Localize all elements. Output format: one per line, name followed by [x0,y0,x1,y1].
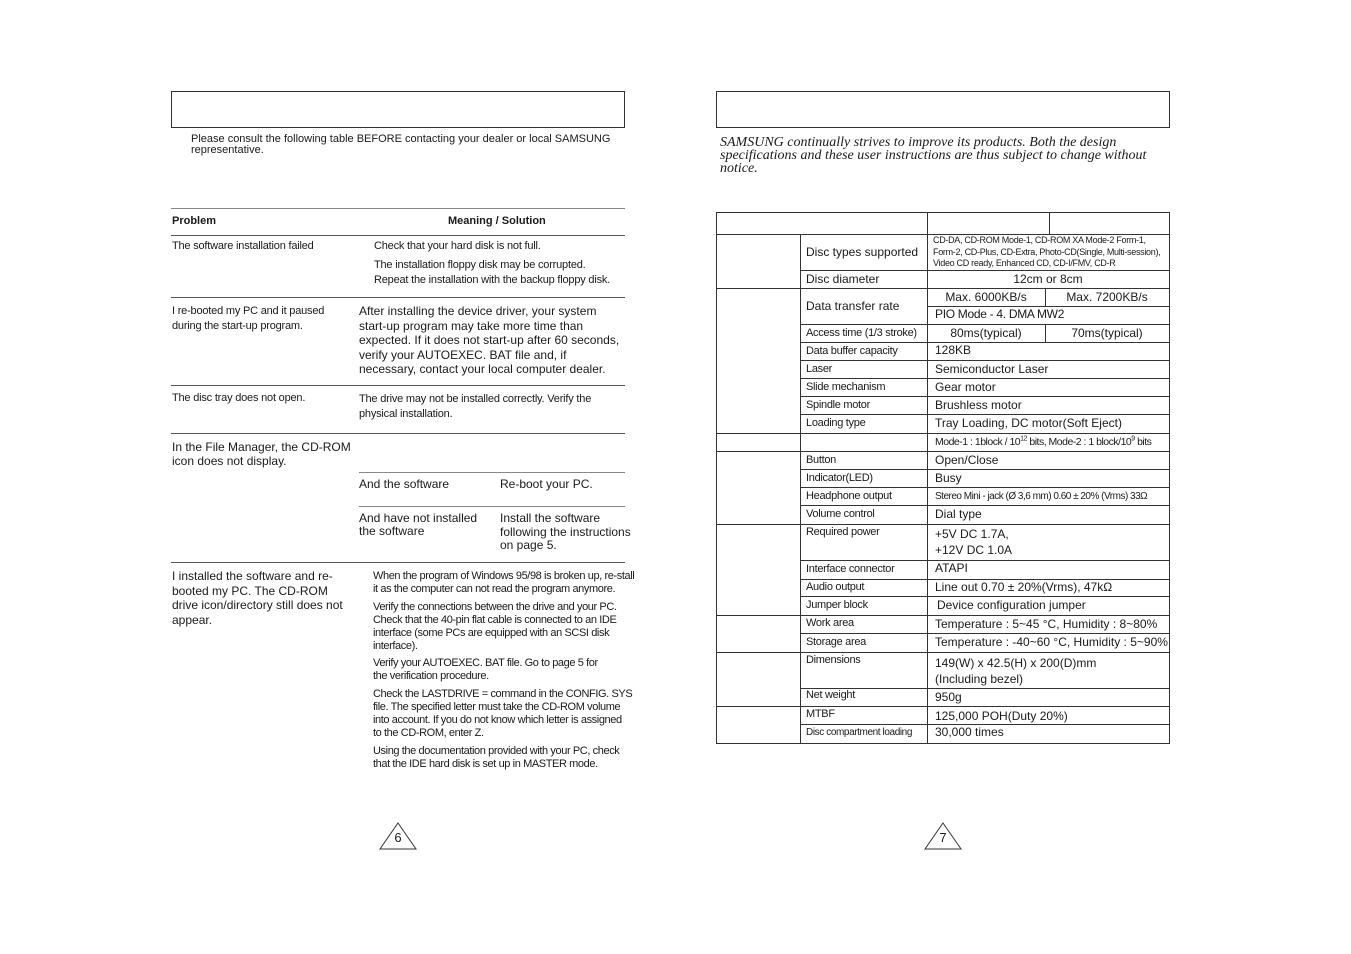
row2-solution: After installing the device driver, your system start-up program may take more time than expected. If it does not start-up after 60 seconds, verify your AUTOEXEC. BAT file and, if necessary, contact your local computer dealer. [359,304,620,376]
spec-access-time-a: 80ms(typical) [950,326,1022,340]
spec-weight-label: Net weight [806,689,855,701]
specifications-table [716,212,1170,744]
spec-interface-value: ATAPI [935,561,968,575]
spec-loading-value: Tray Loading, DC motor(Soft Eject) [935,416,1122,430]
spec-dimensions-label: Dimensions [806,654,861,666]
row2-problem: I re-booted my PC and it paused during the start-up program. [172,305,325,332]
row3-problem: The disc tray does not open. [172,392,306,404]
row4-rule [171,562,625,563]
spec-dimensions-value: 149(W) x 42.5(H) x 200(D)mm (Including bezel) [935,656,1097,686]
spec-storage-area-value: Temperature : -40~60 °C, Humidity : 5~90% [935,635,1168,649]
spec-headphone-value: Stereo Mini - jack (Ø 3,6 mm) 0.60 ± 20% (Vrms) 33Ω [935,491,1148,502]
spec-button-label: Button [806,454,837,466]
right-title-box [716,91,1170,128]
row5-solution-3: Verify your AUTOEXEC. BAT file. Go to page 5 for the verification procedure. [373,657,598,682]
spec-disc-types-value: CD-DA, CD-ROM Mode-1, CD-ROM XA Mode-2 Form-1, Form-2, CD-Plus, CD-Extra, Photo-CD(Single, Multi-session), Video CD ready, Enhanced CD, CD-I/FMV, CD-R [933,235,1161,268]
spec-weight-value: 950g [935,690,962,704]
spec-slide-value: Gear motor [935,380,996,394]
row5-solution-2: Verify the connections between the drive and your PC. Check that the 40-pin flat cable is connected to an IDE interface (some PCs are equipped with an SCSI disk interface). [373,601,617,652]
spec-buffer-value: 128KB [935,343,972,357]
spec-indicator-label: Indicator(LED) [806,472,873,484]
spec-storage-area-label: Storage area [806,636,866,648]
header-problem: Problem [172,215,217,227]
troubleshooting-intro: Please consult the following table BEFORE contacting your dealer or local SAMSUNG representative. [191,133,611,156]
spec-slide-label: Slide mechanism [806,381,886,393]
spec-button-value: Open/Close [935,453,999,467]
spec-loading-cycles-label: Disc compartment loading [806,727,913,738]
spec-indicator-value: Busy [935,471,962,485]
spec-power-label: Required power [806,526,880,538]
spec-headphone-label: Headphone output [806,490,892,502]
header-solution: Meaning / Solution [448,215,546,227]
spec-data-transfer-label: Data transfer rate [806,299,900,313]
row1-solution-1: Check that your hard disk is not full. [374,240,541,252]
spec-jumper-label: Jumper block [806,599,868,611]
spec-data-transfer-b: Max. 7200KB/s [1066,290,1148,304]
spec-data-transfer-a: Max. 6000KB/s [945,290,1027,304]
spec-loading-label: Loading type [806,417,866,429]
page-number-6: 6 [394,830,402,845]
spec-disc-diameter-label: Disc diameter [806,272,880,286]
row1-solution-3: Repeat the installation with the backup floppy disk. [374,274,611,286]
spec-buffer-label: Data buffer capacity [806,345,898,357]
row4-condition-a: And the software [359,477,450,491]
spec-laser-label: Laser [806,363,833,375]
spec-disc-diameter-value: 12cm or 8cm [1013,272,1083,286]
row3-rule [171,433,625,434]
spec-spindle-value: Brushless motor [935,398,1022,412]
spec-audio-value: Line out 0.70 ± 20%(Vrms), 47kΩ [935,580,1113,594]
row2-rule [171,385,625,386]
specifications-notice: SAMSUNG continually strives to improve its products. Both the design specifications and these user instructions are thus subject to change without notice. [720,135,1147,176]
row5-solution-1: When the program of Windows 95/98 is broken up, re-stall it as the computer can not read the program anymore. [373,570,635,595]
spec-error-rate-value: Mode-1 : 1block / $10^{12}$ bits, Mode-2 : 1 block/$10^9$ bits [935,435,1152,448]
spec-work-area-value: Temperature : 5~45 °C, Humidity : 8~80% [935,617,1158,631]
row4-problem: In the File Manager, the CD-ROM icon does not display. [172,440,351,468]
table-top-rule [171,208,625,209]
spec-volume-label: Volume control [806,508,875,520]
spec-laser-value: Semiconductor Laser [935,362,1049,376]
spec-audio-label: Audio output [806,581,865,593]
spec-pio-mode: PIO Mode - 4. DMA MW2 [935,307,1065,321]
row4-sub-rule-2 [359,506,625,507]
row3-solution: The drive may not be installed correctly. Verify the physical installation. [359,393,592,420]
row1-solution-2: The installation floppy disk may be corrupted. [374,259,586,271]
row5-solution-4: Check the LASTDRIVE = command in the CONFIG. SYS file. The specified letter must take the CD-ROM volume into account. If you do not know which letter is assigned to the CD-ROM, enter Z. [373,688,633,739]
left-title-box [171,91,625,128]
spec-interface-label: Interface connector [806,563,895,575]
row4-solution-b: Install the software following the instructions on page 5. [500,511,631,552]
row5-solution-5: Using the documentation provided with your PC, check that the IDE hard disk is set up in MASTER mode. [373,745,620,770]
spec-jumper-value: Device configuration jumper [937,598,1086,612]
spec-power-value: +5V DC 1.7A, +12V DC 1.0A [935,527,1013,557]
header-rule [171,235,625,236]
spec-volume-value: Dial type [935,507,982,521]
spec-mtbf-label: MTBF [806,708,835,720]
row4-sub-rule-1 [359,472,625,473]
spec-access-time-b: 70ms(typical) [1071,326,1143,340]
row4-condition-b: And have not installed the software [359,511,478,538]
spec-disc-types-label: Disc types supported [806,245,919,259]
row1-problem: The software installation failed [172,240,314,252]
spec-loading-cycles-value: 30,000 times [935,725,1004,739]
spec-access-time-label: Access time (1/3 stroke) [806,327,917,339]
spec-spindle-label: Spindle motor [806,399,870,411]
page-number-7: 7 [939,830,947,845]
spec-mtbf-value: 125,000 POH(Duty 20%) [935,709,1068,723]
row4-solution-a: Re-boot your PC. [500,477,593,491]
row5-problem: I installed the software and re- booted my PC. The CD-ROM drive icon/directory still does not appear. [172,569,343,627]
spec-work-area-label: Work area [806,617,854,629]
row1-rule [171,297,625,298]
